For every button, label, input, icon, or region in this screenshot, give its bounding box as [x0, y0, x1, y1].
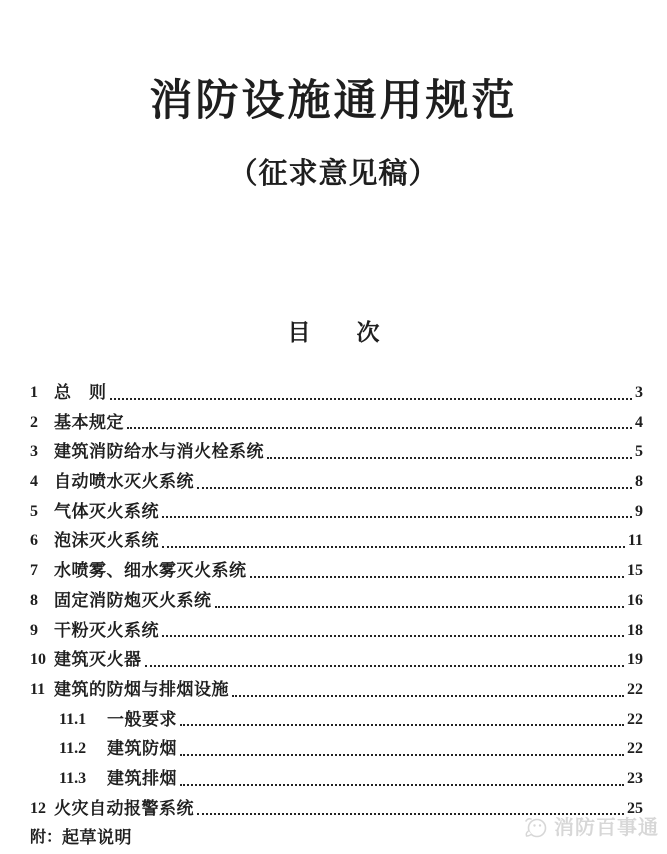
toc-row	[30, 734, 643, 764]
toc-entry-number: 11	[30, 680, 46, 698]
toc-row	[30, 497, 643, 527]
toc-entry-label: 泡沫灭火系统	[54, 531, 159, 551]
toc-entry-number: 7	[30, 562, 38, 580]
toc-entry-number: 9	[30, 621, 38, 639]
toc-entry-label: 起草说明	[62, 828, 133, 848]
document-subtitle: （征求意见稿）	[228, 158, 439, 190]
toc-entry-label: 基本规定	[54, 412, 124, 432]
toc-entry-page: 9	[635, 502, 643, 520]
toc-dotted-leader	[162, 516, 632, 518]
toc-row	[30, 556, 643, 586]
toc-row	[30, 616, 643, 646]
toc-entry-label: 气体灭火系统	[54, 501, 159, 521]
toc-row	[30, 645, 643, 675]
toc-entry-label: 一般要求	[107, 709, 177, 729]
toc-row	[30, 467, 643, 497]
toc-entry-label: 建筑防烟	[107, 739, 177, 759]
toc-row	[30, 705, 643, 735]
toc-entry-label: 水喷雾、细水雾灭火系统	[54, 561, 247, 581]
toc-entry-page: 8	[635, 473, 643, 491]
toc-dotted-leader	[250, 576, 625, 578]
toc-dotted-leader	[215, 606, 625, 608]
watermark	[523, 817, 659, 839]
toc-entry-label: 建筑排烟	[107, 768, 177, 788]
toc-entry-label: 自动喷水灭火系统	[54, 472, 194, 492]
toc-entry-page: 11	[627, 532, 643, 550]
toc-entry-label: 干粉灭火系统	[54, 620, 159, 640]
toc-dotted-leader	[180, 784, 624, 786]
toc-entry-number: 5	[30, 502, 38, 520]
toc-entry-number: 11.2	[59, 740, 87, 758]
toc-entry-page: 16	[627, 591, 643, 609]
toc-row	[30, 586, 643, 616]
toc-entry-page: 18	[627, 621, 643, 639]
toc-entry-label: 建筑的防烟与排烟设施	[54, 679, 229, 699]
toc-row	[30, 675, 643, 705]
document-title: 消防设施通用规范	[149, 77, 518, 125]
toc-entry-number: 12	[30, 799, 46, 817]
toc-entry-page: 22	[627, 710, 643, 728]
toc-entry-label: 建筑灭火器	[54, 650, 142, 670]
watermark-text: 消防百事通	[554, 817, 659, 839]
toc-entry-page: 15	[627, 562, 643, 580]
toc-dotted-leader	[162, 546, 625, 548]
toc-entry-page: 22	[627, 740, 643, 758]
toc-entry-page: 23	[627, 769, 643, 787]
toc-entry-page: 19	[627, 651, 643, 669]
toc-entry-number: 8	[30, 591, 38, 609]
toc-row	[30, 378, 643, 408]
toc-entry-number: 3	[30, 443, 38, 461]
toc-row	[30, 526, 643, 556]
toc-entry-number: 4	[30, 473, 38, 491]
toc-entry-label: 建筑消防给水与消火栓系统	[54, 442, 264, 462]
toc-dotted-leader	[110, 398, 633, 400]
toc-entry-page: 4	[635, 413, 643, 431]
toc-dotted-leader	[127, 427, 632, 429]
toc-heading: 目 次	[287, 320, 380, 345]
toc-entry-number: 2	[30, 413, 38, 431]
toc-entry-page: 5	[635, 443, 643, 461]
toc-dotted-leader	[162, 635, 624, 637]
toc-entry-number: 6	[30, 532, 38, 550]
toc-entry-page: 3	[635, 384, 643, 401]
toc-entry-number: 11.1	[59, 710, 87, 728]
toc-dotted-leader	[145, 665, 625, 667]
toc-row	[30, 764, 643, 794]
toc-entry-number: 11.3	[59, 769, 87, 787]
toc-dotted-leader	[180, 754, 624, 756]
toc-dotted-leader	[232, 695, 624, 697]
toc-dotted-leader	[197, 813, 624, 815]
toc-dotted-leader	[197, 487, 632, 489]
toc-row	[30, 437, 643, 467]
toc-entry-number: 1	[30, 384, 38, 401]
toc-entry-page: 22	[627, 680, 643, 698]
toc-list	[30, 378, 643, 853]
toc-dotted-leader	[180, 724, 624, 726]
chat-bubble-face-logo-icon	[523, 817, 549, 839]
toc-entry-label: 总 则	[54, 383, 107, 402]
toc-dotted-leader	[267, 457, 632, 459]
toc-entry-number: 附：	[30, 829, 63, 847]
toc-entry-label: 固定消防炮灭火系统	[54, 590, 212, 610]
toc-entry-number: 10	[30, 651, 46, 669]
toc-entry-label: 火灾自动报警系统	[54, 798, 194, 818]
toc-entry-page: 25	[627, 799, 643, 817]
toc-row	[30, 408, 643, 438]
